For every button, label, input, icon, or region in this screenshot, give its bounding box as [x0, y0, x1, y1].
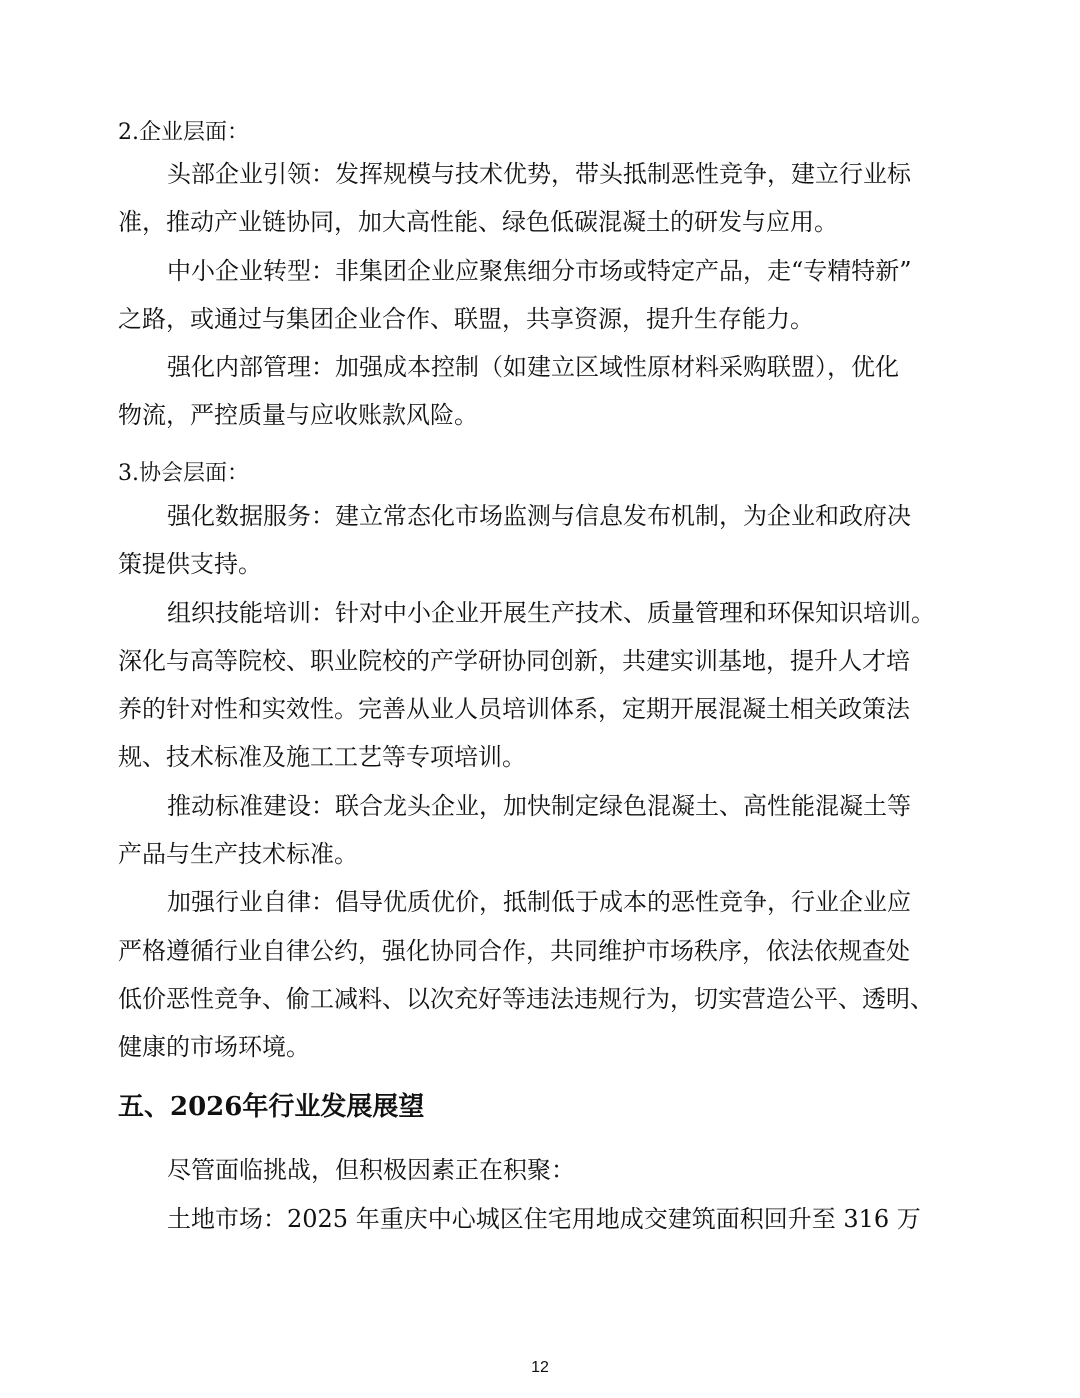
page-number: 12: [531, 1359, 549, 1376]
document-page: 2.企业层面： 头部企业引领：发挥规模与技术优势，带头抵制恶性竞争，建立行业标 准，推动产业链协同，加大高性能、绿色低碳混凝土的研发与应用。 中小企业转型：非集团企业应聚焦细分市场或特定产品，走“专精特新” 之路，或通过与集团企业合作、联盟，共享资源，提升生存能力。 强化内部管理：加强成本控制（如建立区域性原材料采购联盟），优化 物流，严控质量与应收账款风险。 3.协会层面： 强化数据服务：建立常态化市场监测与信息发布机制，为企业和政府决 策提供支持。 组织技能培训：针对中小企业开展生产技术、质量管理和环保知识培训。 深化与高等院校、职业院校的产学研协同创新，共建实训基地，提升人才培 养的针对性和实效性。完善从业人员培训体系，定期开展混凝土相关政策法 规、技术标准及施工工艺等专项培训。 推动标准建设：联合龙头企业，加快制定绿色混凝土、高性能混凝土等 产品与生产技术标准。 加强行业自律：倡导优质优价，抵制低于成本的恶性竞争，行业企业应 严格遵循行业自律公约，强化协同合作，共同维护市场秩序，依法依规查处 低价恶性竞争、偷工减料、以次充好等违法违规行为，切实营造公平、透明、 健康的市场环境。 五、2026年行业发展展望 尽管面临挑战，但积极因素正在积聚： 土地市场：2025 年重庆中心城区住宅用地成交建筑面积回升至 316 万 12: [0, 0, 1080, 1398]
